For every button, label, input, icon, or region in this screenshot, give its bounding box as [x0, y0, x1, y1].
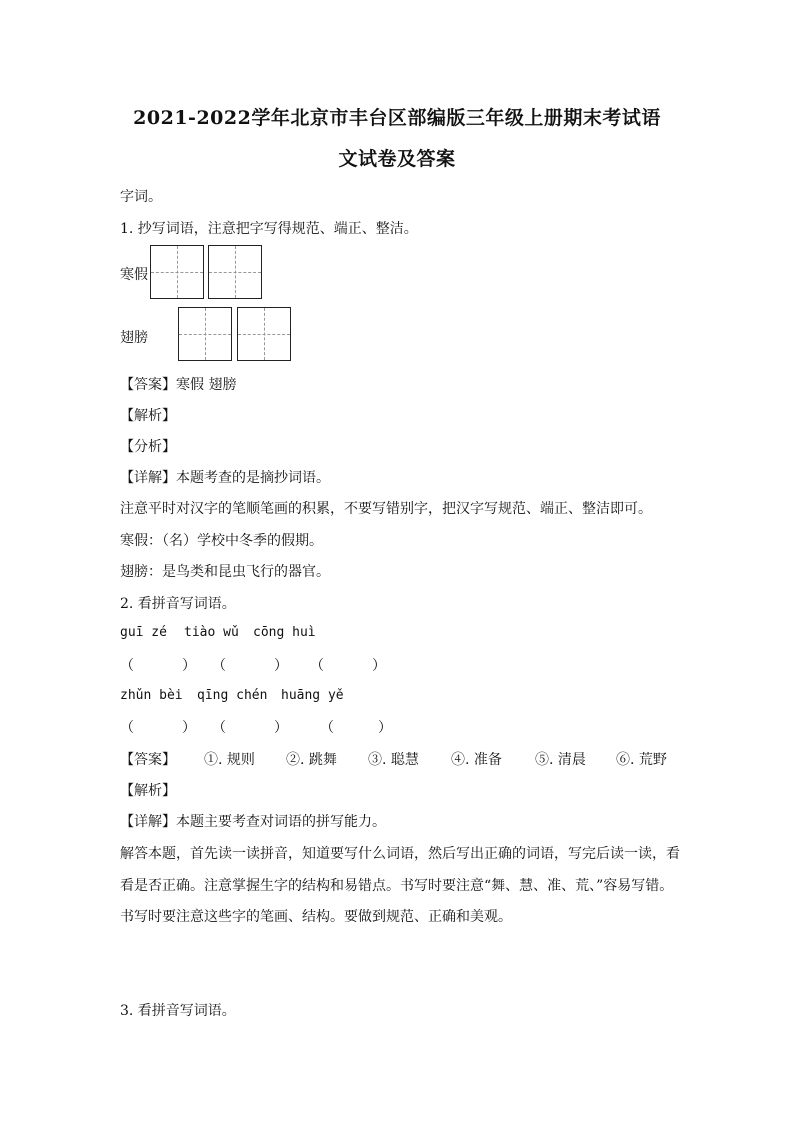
pinyin-item: zhǔn bèi [120, 688, 183, 703]
writing-grid-box [237, 307, 291, 361]
q3-stem: 3. 看拼音写词语。 [120, 1003, 236, 1019]
answer-tag: 【答案】 [120, 752, 176, 768]
q1-definition-2: 翅膀：是鸟类和昆虫飞行的器官。 [120, 564, 330, 580]
paren-open: （ [212, 720, 226, 736]
paren-close: ） [182, 720, 196, 736]
q1-word2-label: 翅膀 [120, 330, 148, 346]
q1-jiexi: 【解析】 [120, 408, 176, 424]
q1-stem: 1. 抄写词语，注意把字写得规范、端正、整洁。 [120, 221, 418, 237]
paren-open: （ [212, 658, 226, 674]
pinyin-item: qīng chén [197, 688, 268, 703]
pinyin-item: tiào wǔ [184, 625, 239, 640]
pinyin-item: guī zé [120, 625, 167, 640]
paren-close: ） [274, 720, 288, 736]
q2-paragraph-1: 解答本题，首先读一读拼音，知道要写什么词语，然后写出正确的词语，写完后读一读，看 [120, 846, 680, 862]
paren-close: ） [274, 658, 288, 674]
xiangjie-text: 本题考查的是摘抄词语。 [176, 470, 330, 486]
document-title-line1: 2021-2022学年北京市丰台区部编版三年级上册期末考试语 [133, 107, 661, 129]
writing-grid-box [150, 245, 204, 299]
q1-definition-1: 寒假：（名）学校中冬季的假期。 [120, 533, 323, 549]
xiangjie-text: 本题主要考查对词语的拼写能力。 [176, 814, 386, 830]
q2-xiangjie [120, 811, 386, 831]
paren-close: ） [372, 658, 386, 674]
answer-item: ⑤. 清晨 [535, 752, 586, 768]
pinyin-item: cōng huì [253, 625, 316, 640]
answer-tag: 【答案】 [120, 377, 176, 393]
section-heading: 字词。 [120, 189, 162, 205]
q1-note: 注意平时对汉字的笔顺笔画的积累，不要写错别字，把汉字写规范、端正、整洁即可。 [120, 501, 652, 517]
xiangjie-tag: 【详解】 [120, 814, 176, 830]
answer-item: ①. 规则 [204, 752, 255, 768]
q2-jiexi: 【解析】 [120, 783, 176, 799]
paren-open: （ [120, 720, 134, 736]
q1-xiangjie [120, 467, 330, 487]
q2-paragraph-2: 看是否正确。注意掌握生字的结构和易错点。书写时要注意“舞、慧、准、荒、”容易写错。 [120, 878, 674, 894]
answer-item: ④. 准备 [451, 752, 502, 768]
writing-grid-box [208, 245, 262, 299]
q1-fenxi: 【分析】 [120, 439, 176, 455]
answer-item: ②. 跳舞 [286, 752, 337, 768]
writing-grid-box [178, 307, 232, 361]
q1-answer [120, 374, 236, 394]
answer-item: ⑥. 荒野 [616, 752, 667, 768]
paren-open: （ [310, 658, 324, 674]
paren-open: （ [120, 658, 134, 674]
paren-close: ） [182, 658, 196, 674]
paren-close: ） [378, 720, 392, 736]
q2-stem: 2. 看拼音写词语。 [120, 596, 236, 612]
answer-item: ③. 聪慧 [368, 752, 419, 768]
q1-word1-label: 寒假 [120, 267, 148, 283]
answer-text: 寒假 翅膀 [176, 377, 237, 393]
q2-paragraph-3: 书写时要注意这些字的笔画、结构。要做到规范、正确和美观。 [120, 909, 512, 925]
paren-open: （ [320, 720, 334, 736]
document-title-line2: 文试卷及答案 [338, 148, 456, 170]
xiangjie-tag: 【详解】 [120, 470, 176, 486]
pinyin-item: huāng yě [281, 688, 344, 703]
